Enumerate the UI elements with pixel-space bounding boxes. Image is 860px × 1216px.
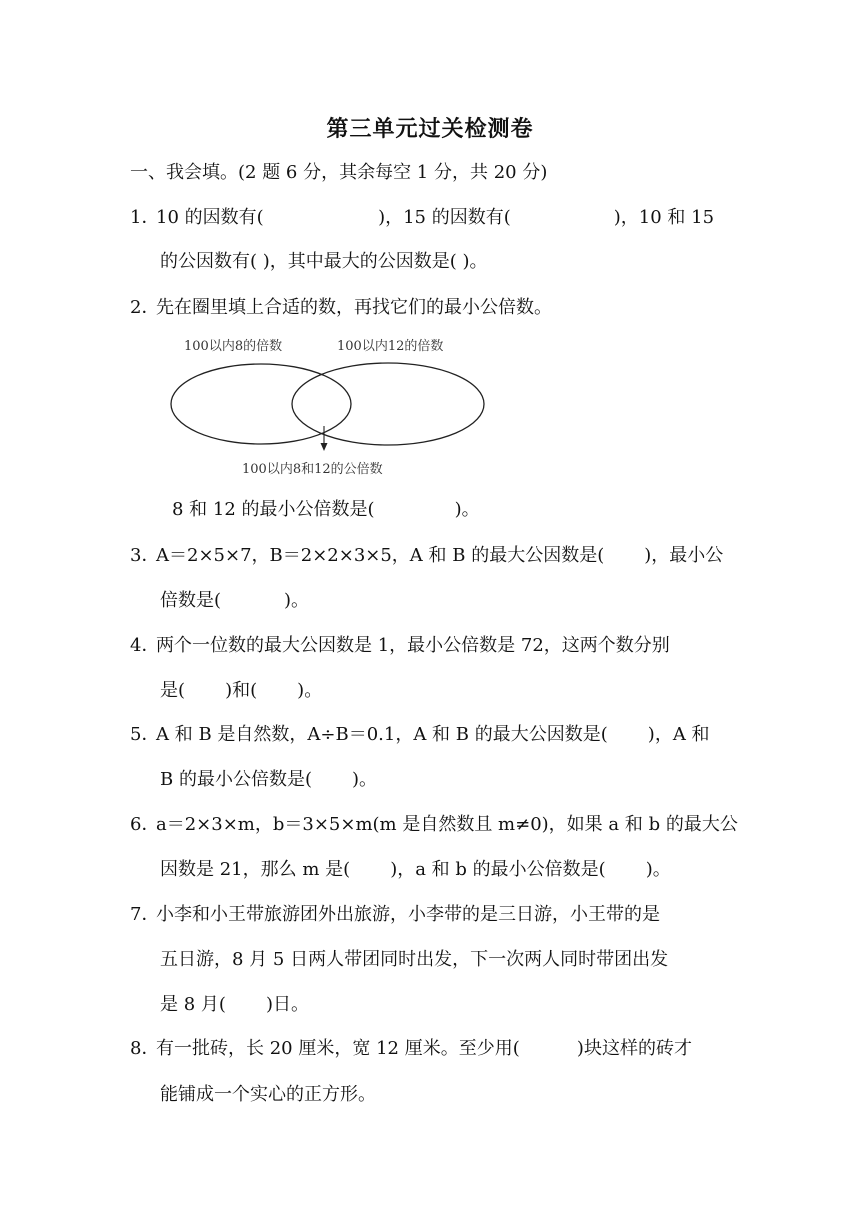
question-7-line-3: 是 8 月( )日。	[160, 994, 309, 1015]
question-4-line-1	[130, 631, 670, 661]
question-6-line-1	[130, 810, 738, 840]
question-number: 5．	[130, 724, 160, 745]
question-3-line-1	[130, 541, 723, 571]
question-text: 先在圈里填上合适的数，再找它们的最小公倍数。	[156, 297, 552, 318]
question-2-line-1	[130, 293, 552, 323]
question-number: 4．	[130, 635, 160, 656]
question-number: 8．	[130, 1038, 160, 1059]
question-text: 两个一位数的最大公因数是 1，最小公倍数是 72，这两个数分别	[156, 635, 670, 656]
section-heading: 一、我会填。(2 题 6 分，其余每空 1 分，共 20 分)	[130, 162, 548, 183]
venn-left-label: 100以内8的倍数	[184, 339, 283, 354]
venn-right-label: 100以内12的倍数	[337, 339, 444, 354]
question-text: A 和 B 是自然数，A÷B＝0.1，A 和 B 的最大公因数是( )，A 和	[156, 724, 710, 745]
question-text: 10 的因数有( )，15 的因数有( )，10 和 15	[156, 207, 715, 228]
question-4-line-2: 是( )和( )。	[160, 680, 323, 701]
question-text: 有一批砖，长 20 厘米，宽 12 厘米。至少用( )块这样的砖才	[156, 1038, 692, 1059]
question-text: A＝2×5×7，B＝2×2×3×5，A 和 B 的最大公因数是( )，最小公	[156, 545, 724, 566]
question-number: 3．	[130, 545, 160, 566]
venn-right-circle	[292, 363, 484, 445]
page-title: 第三单元过关检测卷	[326, 117, 534, 142]
question-8-line-2: 能铺成一个实心的正方形。	[160, 1084, 376, 1105]
question-2-answer: 8 和 12 的最小公倍数是( )。	[172, 499, 480, 520]
question-5-line-2: B 的最小公倍数是( )。	[160, 769, 378, 790]
venn-bottom-label: 100以内8和12的公倍数	[242, 462, 383, 477]
question-text: a＝2×3×m，b＝3×5×m(m 是自然数且 m≠0)，如果 a 和 b 的最大公	[156, 814, 738, 835]
question-text: 小李和小王带旅游团外出旅游，小李带的是三日游，小王带的是	[156, 904, 660, 925]
question-3-line-2: 倍数是( )。	[160, 590, 309, 611]
question-1-line-2: 的公因数有( )，其中最大的公因数是( )。	[160, 251, 488, 272]
question-number: 6．	[130, 814, 160, 835]
question-number: 1．	[130, 207, 160, 228]
question-1-line-1	[130, 203, 714, 233]
question-number: 2．	[130, 297, 160, 318]
question-7-line-1	[130, 900, 660, 930]
question-6-line-2: 因数是 21，那么 m 是( )，a 和 b 的最小公倍数是( )。	[160, 859, 671, 880]
question-number: 7．	[130, 904, 160, 925]
question-8-line-1	[130, 1034, 692, 1064]
venn-diagram	[162, 330, 492, 480]
question-5-line-1	[130, 720, 710, 750]
venn-arrow-head	[321, 443, 328, 451]
question-7-line-2: 五日游，8 月 5 日两人带团同时出发，下一次两人同时带团出发	[160, 949, 669, 970]
